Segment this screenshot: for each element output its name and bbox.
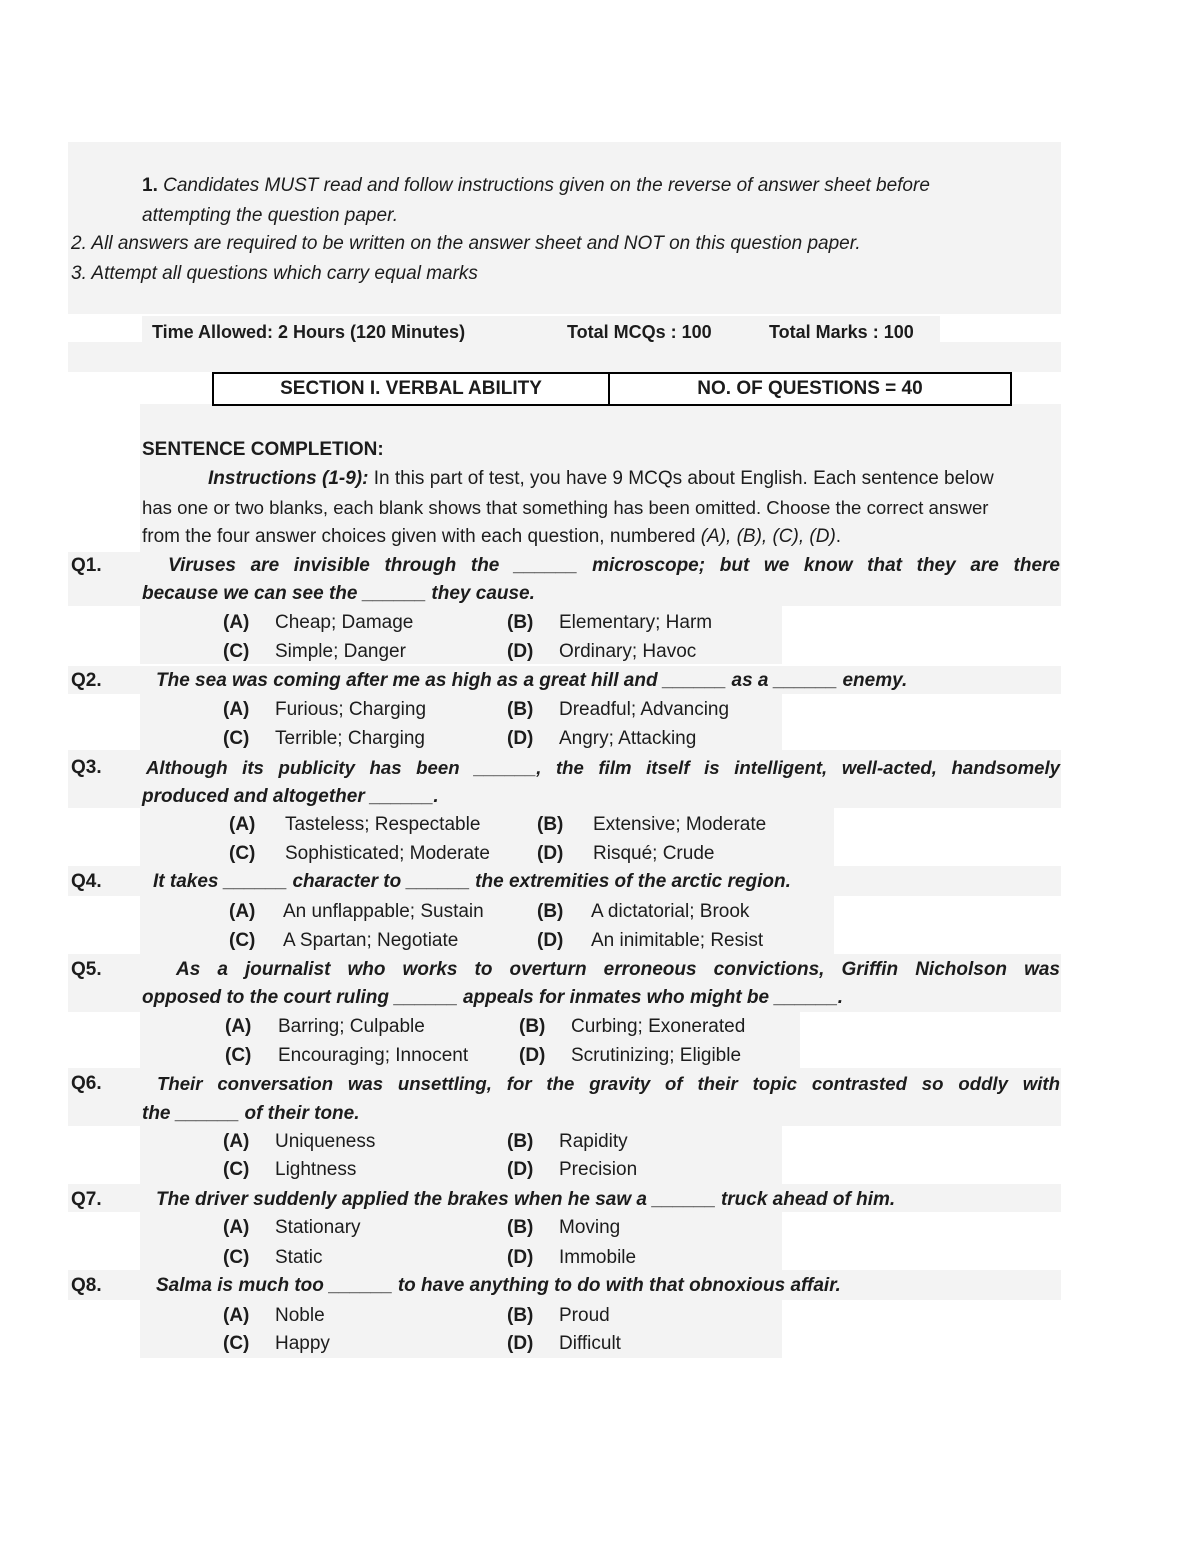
sc-instructions-end: . — [835, 526, 842, 547]
question-number: Q6. — [71, 1073, 102, 1094]
question-number: Q3. — [71, 757, 102, 778]
sentence-completion-heading: SENTENCE COMPLETION: — [142, 439, 384, 460]
option-label: (B) — [507, 612, 534, 633]
question-text-line: Viruses are invisible through the ______ microscope; but we know that they are there — [168, 555, 1060, 576]
option-text: Uniqueness — [275, 1131, 376, 1152]
option-label: (A) — [223, 699, 250, 720]
option-label: (C) — [223, 1159, 250, 1180]
option-label: (A) — [223, 1305, 250, 1326]
instruction-3: 3. Attempt all questions which carry equal marks — [71, 263, 478, 284]
option-text: Scrutinizing; Eligible — [571, 1045, 742, 1066]
sc-instructions-choices: (A), (B), (C), (D) — [700, 526, 836, 547]
question-text-line: The driver suddenly applied the brakes when he saw a ______ truck ahead of him. — [156, 1189, 896, 1210]
section-question-count: NO. OF QUESTIONS = 40 — [697, 378, 923, 399]
option-label: (C) — [223, 1333, 250, 1354]
option-text: Extensive; Moderate — [593, 814, 767, 835]
instruction-1-line-2: attempting the question paper. — [142, 205, 398, 226]
sc-instructions-label: Instructions (1-9): — [208, 468, 369, 489]
option-label: (C) — [225, 1045, 252, 1066]
option-label: (D) — [519, 1045, 546, 1066]
option-label: (D) — [537, 843, 564, 864]
sc-instructions-line-2: has one or two blanks, each blank shows that something has been omitted. Choose the correct answer — [142, 497, 989, 518]
question-number: Q5. — [71, 959, 102, 980]
option-text: Terrible; Charging — [275, 728, 425, 749]
option-label: (B) — [507, 1217, 534, 1238]
option-text: Simple; Danger — [275, 641, 406, 662]
sc-instructions-text-3: from the four answer choices given with each question, numbered — [142, 526, 696, 547]
question-number: Q2. — [71, 670, 102, 691]
option-label: (C) — [223, 728, 250, 749]
option-label: (D) — [507, 1333, 534, 1354]
option-text: Happy — [275, 1333, 330, 1354]
question-text-line: because we can see the ______ they cause. — [142, 583, 535, 604]
option-text: Lightness — [275, 1159, 357, 1180]
question-text-line: produced and altogether ______. — [142, 786, 439, 807]
option-text: Stationary — [275, 1217, 361, 1238]
option-text: Noble — [275, 1305, 325, 1326]
option-label: (A) — [229, 901, 256, 922]
option-text: A Spartan; Negotiate — [283, 930, 459, 951]
option-text: Tasteless; Respectable — [285, 814, 481, 835]
sc-instructions-line-1 — [208, 468, 1060, 490]
question-text-line: The sea was coming after me as high as a great hill and ______ as a ______ enemy. — [156, 670, 908, 691]
option-text: An unflappable; Sustain — [283, 901, 484, 922]
option-text: Elementary; Harm — [559, 612, 713, 633]
option-label: (C) — [223, 641, 250, 662]
question-text-line: Although its publicity has been ______, the film itself is intelligent, well-acted, handsomely — [146, 757, 1060, 778]
question-number: Q4. — [71, 871, 102, 892]
option-label: (B) — [537, 901, 564, 922]
instruction-1-line-1 — [142, 175, 1060, 197]
sc-instructions-line-3 — [142, 526, 841, 548]
instruction-1-text: Candidates MUST read and follow instructions given on the reverse of answer sheet before — [163, 175, 930, 196]
option-text: Curbing; Exonerated — [571, 1016, 746, 1037]
option-text: Static — [275, 1247, 323, 1268]
option-text: Angry; Attacking — [559, 728, 697, 749]
option-label: (D) — [507, 641, 534, 662]
option-text: Difficult — [559, 1333, 621, 1354]
option-text: Ordinary; Havoc — [559, 641, 697, 662]
section-title: SECTION I. VERBAL ABILITY — [214, 374, 610, 404]
option-text: Immobile — [559, 1247, 637, 1268]
option-label: (B) — [507, 699, 534, 720]
option-label: (C) — [223, 1247, 250, 1268]
option-label: (A) — [223, 1217, 250, 1238]
option-text: Cheap; Damage — [275, 612, 414, 633]
option-label: (A) — [229, 814, 256, 835]
option-text: Precision — [559, 1159, 638, 1180]
option-label: (C) — [229, 930, 256, 951]
option-label: (D) — [507, 728, 534, 749]
instruction-1-number: 1. — [142, 175, 158, 196]
question-text-line: opposed to the court ruling ______ appeals for inmates who might be ______. — [142, 987, 844, 1008]
option-label: (D) — [537, 930, 564, 951]
question-number: Q8. — [71, 1275, 102, 1296]
option-label: (A) — [223, 1131, 250, 1152]
instruction-2: 2. All answers are required to be written on the answer sheet and NOT on this question paper. — [71, 233, 861, 254]
option-text: Risqué; Crude — [593, 843, 715, 864]
option-label: (A) — [223, 612, 250, 633]
option-label: (D) — [507, 1159, 534, 1180]
sc-instructions-text-1: In this part of test, you have 9 MCQs about English. Each sentence below — [373, 468, 994, 489]
option-text: Dreadful; Advancing — [559, 699, 730, 720]
question-text-line: As a journalist who works to overturn erroneous convictions, Griffin Nicholson was — [176, 959, 1060, 980]
section-header-table — [212, 372, 1012, 406]
option-label: (B) — [507, 1305, 534, 1326]
option-label: (D) — [507, 1247, 534, 1268]
option-text: An inimitable; Resist — [591, 930, 764, 951]
option-text: Sophisticated; Moderate — [285, 843, 490, 864]
option-label: (B) — [537, 814, 564, 835]
question-text-line: It takes ______ character to ______ the extremities of the arctic region. — [153, 871, 791, 892]
instructions-block-bg — [68, 142, 1061, 314]
option-label: (B) — [519, 1016, 546, 1037]
total-marks: Total Marks : 100 — [769, 322, 914, 342]
option-label: (C) — [229, 843, 256, 864]
option-text: Proud — [559, 1305, 610, 1326]
question-number: Q1. — [71, 555, 102, 576]
option-text: Rapidity — [559, 1131, 628, 1152]
question-text-line: Salma is much too ______ to have anything to do with that obnoxious affair. — [156, 1275, 841, 1296]
option-label: (A) — [225, 1016, 252, 1037]
question-text-line: Their conversation was unsettling, for the gravity of their topic contrasted so oddly with — [157, 1073, 1060, 1094]
option-text: Barring; Culpable — [278, 1016, 425, 1037]
option-text: Encouraging; Innocent — [278, 1045, 469, 1066]
option-text: A dictatorial; Brook — [591, 901, 750, 922]
spacer-band-bg — [68, 342, 1061, 372]
question-text-line: the ______ of their tone. — [142, 1103, 360, 1124]
option-text: Furious; Charging — [275, 699, 427, 720]
question-number: Q7. — [71, 1189, 102, 1210]
time-allowed: Time Allowed: 2 Hours (120 Minutes) — [152, 322, 466, 342]
total-mcqs: Total MCQs : 100 — [567, 322, 712, 342]
option-text: Moving — [559, 1217, 621, 1238]
option-label: (B) — [507, 1131, 534, 1152]
